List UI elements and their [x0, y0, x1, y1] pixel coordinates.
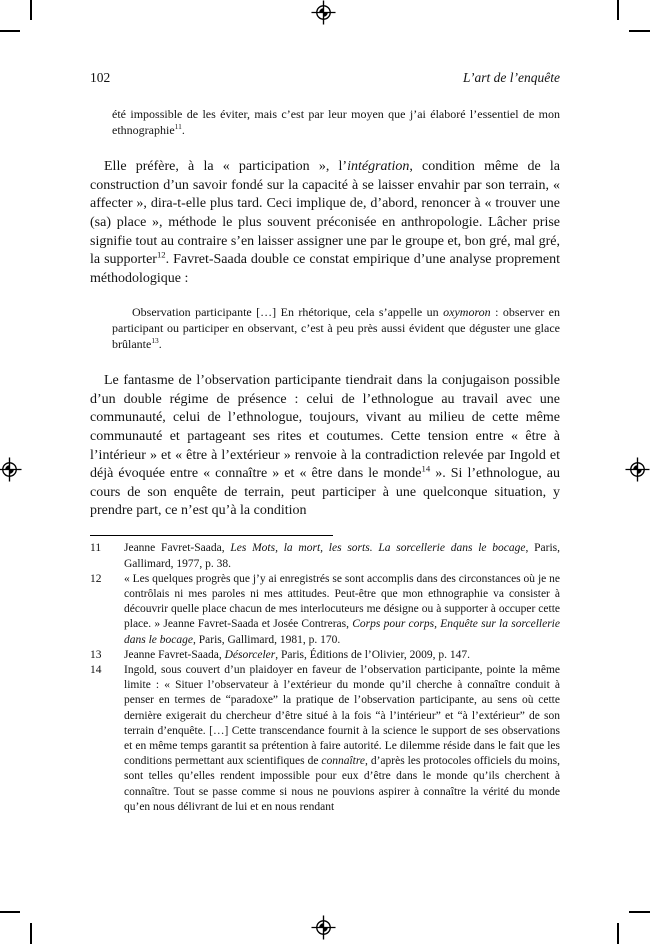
footnote-number: 12: [90, 572, 102, 585]
crop-mark-top-left-vertical: [30, 0, 32, 20]
footnote-13: [90, 648, 560, 663]
footnote-14: [90, 663, 560, 815]
crop-mark-top-right-vertical: [617, 0, 619, 20]
paragraph-integration: Elle préfère, à la « participation », l’intégration, condition même de la construction d’un savoir fondé sur la capacité à se laisser envahir par son terrain, « affecter », dira-t-elle plus tard. Ceci implique de, d’abord, renoncer à « trouver une (sa) place », méthode le plus souvent préconisée en anthropologie. Lâcher prise signifie tout au contraire s’en laisser assigner une par le groupe et, bon gré, mal gré, la supporter$^{12}$. Favret-Saada double ce constat empirique d’une analyse proprement méthodologique :: [90, 159, 561, 286]
paragraph-fantasme: Le fantasme de l’observation participante tiendrait dans la conjugaison possible d’un double régime de présence : celui de l’ethnologue au travail avec une communauté, celui de l’ethnologue, toujours, vivant au milieu de cette même communauté et partageant ses rites et coutumes. Cette tension entre « être à l’intérieur » et « être à l’extérieur » renvoie à la contradiction relevée par Ingold et déjà évoquée entre « connaître » et « être dans le monde$^{14}$ ». Si l’ethnologue, au cours de son enquête de terrain, peut participer à une quelconque situation, y prendre part, ce n’est qu’à la condition: [90, 373, 560, 519]
footnotes-section: [90, 535, 560, 815]
footnote-separator-rule: [90, 535, 333, 537]
crop-mark-bottom-left-horizontal: [0, 911, 20, 913]
registration-target-icon: [311, 915, 336, 940]
footnote-text: Jeanne Favret-Saada, Les Mots, la mort, les sorts. La sorcellerie dans le bocage, Paris, Gallimard, 1977, p. 38.: [124, 542, 561, 570]
crop-mark-top-left-horizontal: [0, 30, 20, 32]
footnote-number: 13: [90, 648, 102, 661]
registration-target-icon: [0, 457, 22, 482]
footnote-11: [90, 541, 560, 571]
text-block: [90, 0, 560, 815]
crop-mark-bottom-right-horizontal: [629, 911, 650, 913]
crop-mark-bottom-left-vertical: [30, 923, 32, 944]
registration-target-icon: [625, 457, 650, 482]
running-title: L’art de l’enquête: [463, 70, 560, 85]
footnote-text: « Les quelques progrès que j’y ai enregistrés se sont accomplis dans des circonstances où je ne contrôlais ni mes paroles ni mes attitudes. Peut-être que mon ethnographie va consister à découvrir quelle place chacun de mes interlocuteurs me désigne ou à supporter à occuper cette place. » Jeanne Favret-Saada et Josée Contreras, Corps pour corps, Enquête sur la sorcellerie dans le bocage, Paris, Gallimard, 1981, p. 170.: [124, 572, 560, 646]
footnote-number: 14: [90, 664, 102, 676]
footnote-number: 11: [90, 542, 102, 555]
crop-mark-bottom-right-vertical: [617, 923, 619, 944]
footnote-text: Jeanne Favret-Saada, Désorceler, Paris, Éditions de l’Olivier, 2009, p. 147.: [124, 648, 470, 661]
blockquote-ethnographie: été impossible de les éviter, mais c’est par leur moyen que j’ai élaboré l’essentiel de mon ethnographie$^{11}$.: [112, 107, 560, 137]
crop-mark-top-right-horizontal: [629, 30, 650, 32]
footnote-12: [90, 572, 560, 648]
footnote-text: Ingold, sous couvert d’un plaidoyer en faveur de l’observation participante, pointe la même limite : « Situer l’observateur à l’extérieur du monde qu’il cherche à connaître conduit à penser en termes de “paradoxe” la pratique de l’observation participante, au sens où cette dernière exigerait du chercheur d’être situé à la fois “à l’intérieur” et “à l’extérieur” de son terrain d’enquête. […] Cette transcendance fournit à la science le support de ses observations et en même temps garantit sa prétention à faire autorité. Le dilemme réside dans le fait que les conditions permettant aux scientifiques de connaître, d’après les protocoles officiels du moins, sont telles qu’elles rendent impossible pour eux d’être dans le monde qu’ils cherchent à connaître. Tout se passe comme si nous ne pouvions aspirer à connaître la vérité du monde qu’en nous délivrant de lui et en nous rendant: [124, 664, 560, 813]
blockquote-oxymoron: Observation participante […] En rhétorique, cela s’appelle un oxymoron : observer en participant ou participer en observant, c’est à peu près aussi évident que déguster une glace brûlante$^{13}$.: [112, 305, 560, 351]
page-number: 102: [90, 70, 111, 85]
running-head: [90, 70, 560, 86]
